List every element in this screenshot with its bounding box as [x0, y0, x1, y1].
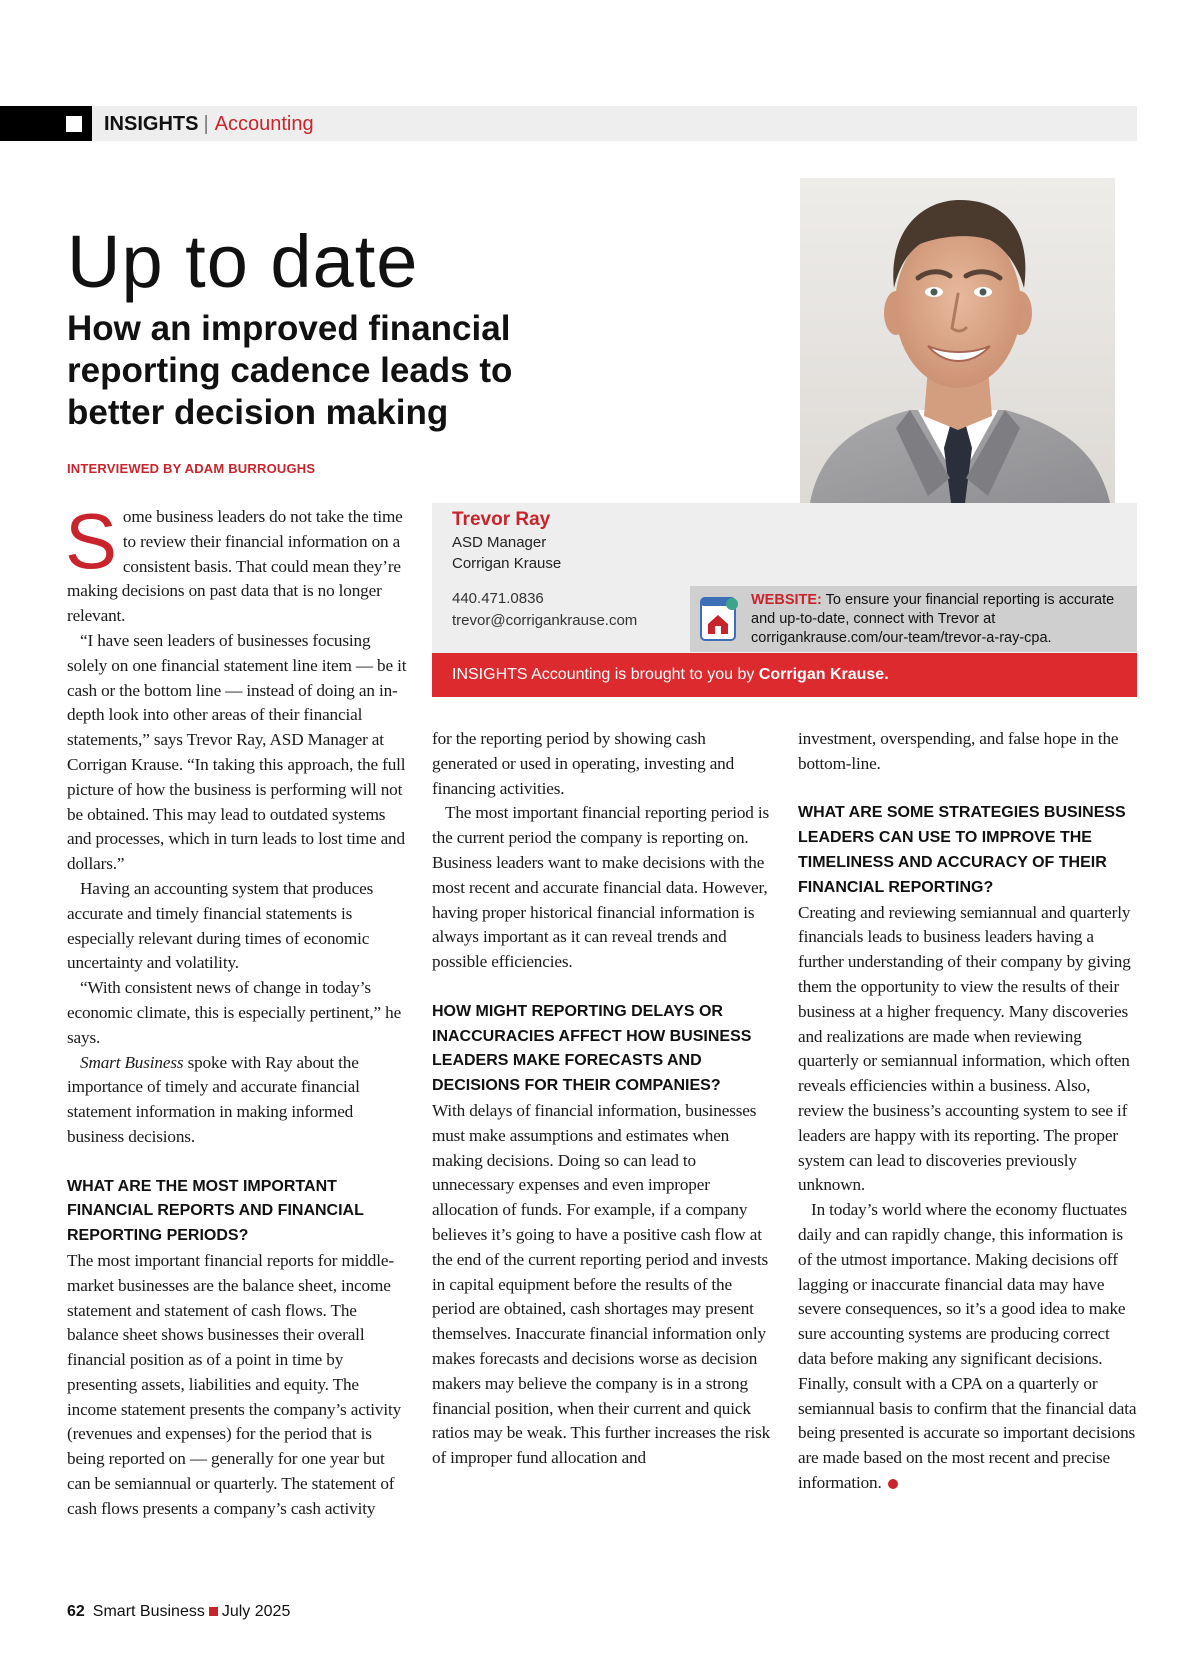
article-byline: INTERVIEWED BY ADAM BURROUGHS: [67, 461, 316, 476]
body-paragraph: With delays of financial information, businesses must make assumptions and estimates when making decisions. Doing so can lead to unnecessary expenses and even improper allocation of funds. For example, if a company believes it’s going to have a positive cash flow at the end of the current reporting period and invests in capital equipment before the results of the period are obtained, cash shortages may present themselves. Inaccurate financial information only makes forecasts and decisions worse as decision makers may believe the company is in a strong financial position, when their current and quick ratios may be weak. This further increases the risk of improper fund allocation and: [432, 1100, 771, 1468]
body-paragraph: investment, overspending, and false hope in the bottom-line.: [798, 729, 1119, 773]
body-paragraph: In today’s world where the economy fluctuates daily and can rapidly change, this information is of the utmost importance. Making decisions off lagging or inaccurate financial data may have severe consequences, so it’s a good idea to make sure accounting systems are producing correct data before making any significant decisions. Finally, consult with a CPA on a quarterly or semiannual basis to confirm that the financial data being presented is accurate so important decisions are made based on the most recent and precise information.: [798, 1200, 1137, 1492]
body-paragraph: “I have seen leaders of businesses focusing solely on one financial statement line item — be it cash or the bottom line — instead of doing an in-depth look into other areas of their financial statements,” says Trevor Ray, ASD Manager at Corrigan Krause. “In taking this approach, the full picture of how the business is performing will not be obtained. This may lead to outdated systems and processes, which in turn leads to lost time and dollars.”: [67, 630, 407, 874]
end-mark-icon: [888, 1479, 898, 1489]
body-paragraph: “With consistent news of change in today’s economic climate, this is especially pertinent,” he says.: [67, 978, 402, 1047]
body-paragraph: The most important financial reporting period is the current period the company is reporting on. Business leaders want to make decisions with the most recent and accurate financial data. However, having proper historical financial information is always important as it can reveal trends and possible efficiencies.: [432, 803, 770, 972]
question-heading: HOW MIGHT REPORTING DELAYS OR INACCURACIES AFFECT HOW BUSINESS LEADERS MAKE FORECASTS AND DECISIONS FOR THEIR COMPANIES?: [432, 1002, 752, 1095]
body-paragraph: The most important financial reports for middle-market businesses are the balance sheet, income statement and statement of cash flows. The balance sheet shows businesses their overall financial position as of a point in time by presenting assets, liabilities and equity. The income statement presents the company’s activity (revenues and expenses) for the period that is being reported on — generally for one year but can be semiannual or quarterly. The statement of cash flows presents a company’s cash activity: [67, 1250, 402, 1518]
body-column-3: [798, 727, 1140, 1496]
contact-role: ASD Manager: [452, 534, 547, 551]
footer-publication: Smart Business: [92, 1603, 205, 1620]
section-name: INSIGHTS: [104, 113, 199, 135]
square-icon: [66, 116, 82, 132]
website-icon: [699, 594, 739, 644]
sponsor-name: Corrigan Krause.: [758, 666, 889, 683]
question-heading: WHAT ARE THE MOST IMPORTANT FINANCIAL REPORTS AND FINANCIAL REPORTING PERIODS?: [67, 1177, 364, 1245]
question-heading: WHAT ARE SOME STRATEGIES BUSINESS LEADERS CAN USE TO IMPROVE THE TIMELINESS AND ACCURACY OF THEIR FINANCIAL REPORTING?: [798, 804, 1126, 896]
contact-name: Trevor Ray: [452, 509, 551, 530]
article-subtitle: How an improved financial reporting cadence leads to better decision making: [67, 309, 513, 432]
contact-email[interactable]: trevor@corrigankrause.com: [452, 612, 638, 629]
sponsor-text: INSIGHTS Accounting is brought to you by Corrigan Krause.: [452, 666, 889, 683]
body-paragraph: Smart Business spoke with Ray about the importance of timely and accurate financial statement information in making informed business decisions.: [67, 1052, 360, 1146]
body-paragraph: Creating and reviewing semiannual and quarterly financials leads to business leaders having a further understanding of their company by giving them the opportunity to view the results of their business at a higher frequency. Many discoveries and realizations are made when reviewing quarterly or semiannual information, which often reveals efficiencies within a business. Also, review the business’s accounting system to see if leaders are happy with its reporting. The proper system can lead to discoveries previously unknown.: [798, 902, 1131, 1195]
footer-square-icon: [209, 1607, 218, 1616]
drop-cap: S: [65, 497, 117, 585]
body-paragraph: for the reporting period by showing cash generated or used in operating, investing and financing activities.: [432, 729, 735, 798]
body-paragraph: Having an accounting system that produces accurate and timely financial statements is especially relevant during times of economic uncertainty and volatility.: [67, 878, 374, 973]
contact-company: Corrigan Krause: [452, 555, 562, 572]
publication-name: Smart Business: [80, 1052, 184, 1072]
portrait-photo: [800, 178, 1115, 503]
portrait-illustration: [800, 178, 1115, 503]
contact-phone: 440.471.0836: [452, 590, 544, 607]
body-column-1: [65, 497, 407, 1522]
body-column-2: [432, 727, 772, 1471]
page-footer: [67, 1603, 290, 1621]
website-description: To ensure your financial reporting is accurate and up-to-date, connect with Trevor at corrigankrause.com/our-team/trevor-a-ray-cpa.: [751, 592, 1115, 646]
section-label: INSIGHTS | Accounting: [104, 113, 314, 135]
section-category: Accounting: [214, 113, 314, 135]
article-title: Up to date: [67, 220, 419, 303]
intro-paragraph: Some business leaders do not take the time to review their financial information on a consistent basis. That could mean they’re making decisions on past data that is no longer relevant.: [65, 497, 403, 626]
footer-date: July 2025: [221, 1603, 291, 1620]
website-text: [751, 591, 1135, 648]
page-number: 62: [67, 1603, 85, 1620]
website-label: WEBSITE:: [751, 592, 822, 608]
section-header-bar: [0, 106, 1137, 141]
